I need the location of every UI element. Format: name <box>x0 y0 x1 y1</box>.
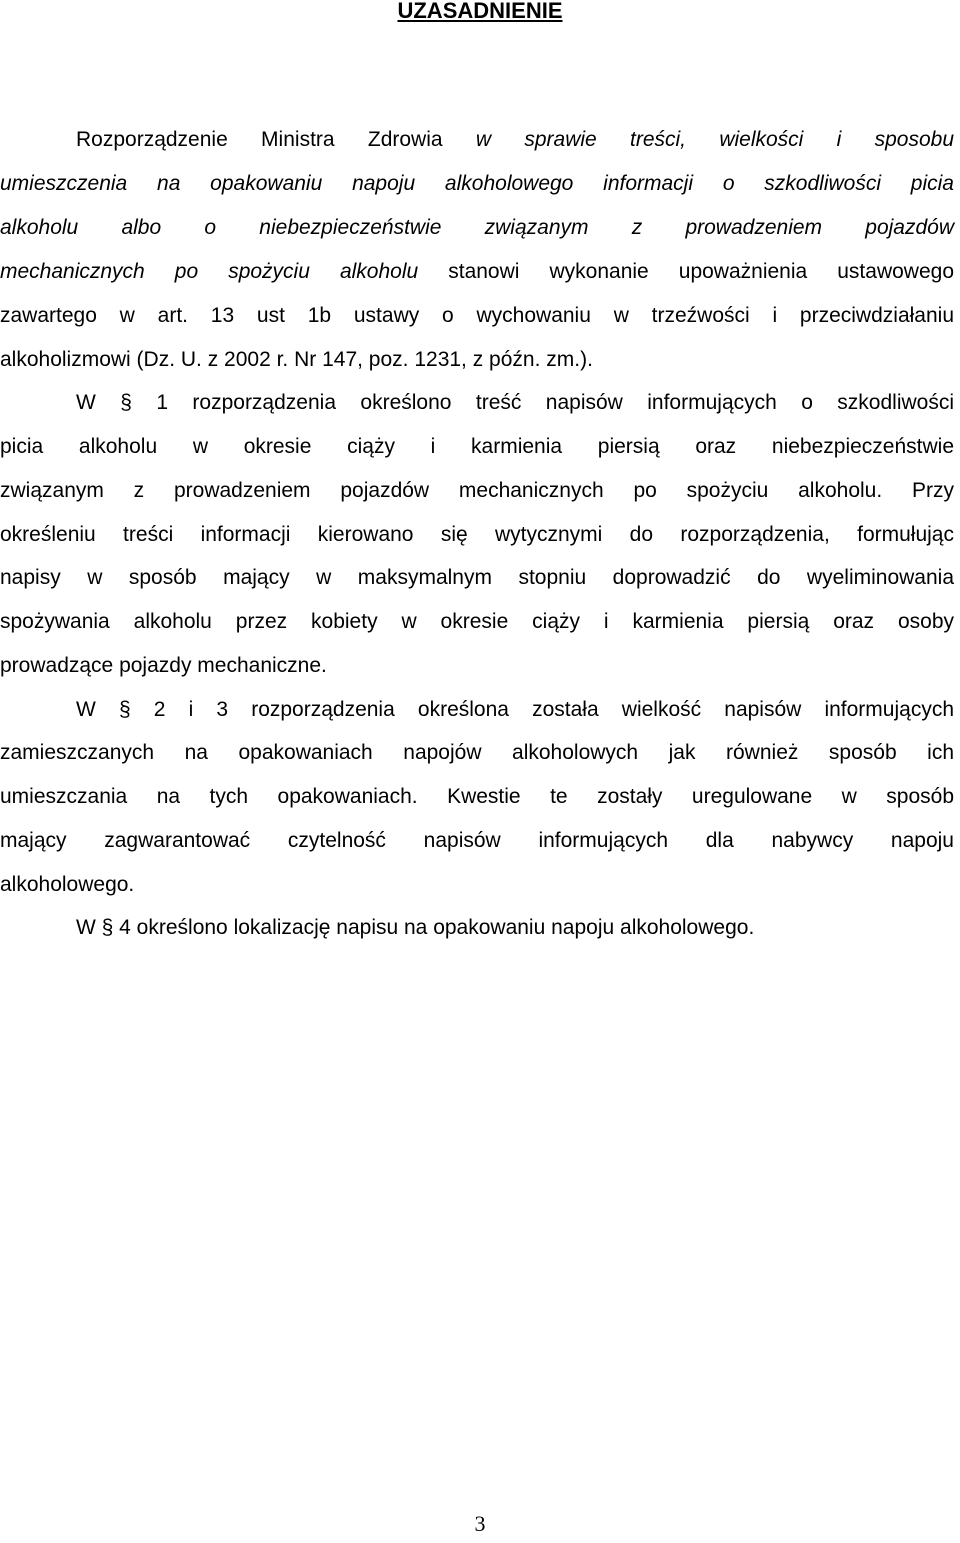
line-text: Rozporządzenie Ministra Zdrowia <box>76 128 476 151</box>
line-text: mający zagwarantować czytelność napisów informujących dla nabywcy napoju <box>0 829 954 852</box>
paragraph-2-line-1 <box>76 388 954 418</box>
line-text: alkoholowego. <box>0 873 135 896</box>
paragraph-3-line-4 <box>0 826 954 856</box>
line-text: umieszczania na tych opakowaniach. Kwestie te zostały uregulowane w sposób <box>0 785 954 808</box>
paragraph-1-line-4 <box>0 257 954 287</box>
paragraph-3-line-2 <box>0 738 954 768</box>
paragraph-2-line-6 <box>0 607 954 637</box>
line-text: alkoholizmowi (Dz. U. z 2002 r. Nr 147, poz. 1231, z późn. zm.). <box>0 348 593 371</box>
line-italic-text: umieszczenia na opakowaniu napoju alkoholowego informacji o szkodliwości picia <box>0 172 954 195</box>
line-text: W § 2 i 3 rozporządzenia określona została wielkość napisów informujących <box>76 698 954 721</box>
paragraph-3-line-3 <box>0 782 954 812</box>
paragraph-1-line-5 <box>0 301 954 331</box>
paragraph-4-line-1 <box>76 913 954 943</box>
line-italic-text: mechanicznych po spożyciu alkoholu <box>0 260 419 283</box>
line-text: określeniu treści informacji kierowano się wytycznymi do rozporządzenia, formułując <box>0 523 954 546</box>
paragraph-2-line-2 <box>0 432 954 462</box>
line-text: napisy w sposób mający w maksymalnym stopniu doprowadzić do wyeliminowania <box>0 566 954 589</box>
paragraph-3-line-5 <box>0 870 954 900</box>
paragraph-3-line-1 <box>76 695 954 725</box>
line-text: W § 4 określono lokalizację napisu na opakowaniu napoju alkoholowego. <box>76 916 755 939</box>
page-number: 3 <box>474 1511 486 1536</box>
line-italic-text: w sprawie treści, wielkości i sposobu <box>475 128 954 151</box>
paragraph-2-line-3 <box>0 476 954 506</box>
paragraph-1-line-2 <box>0 169 954 199</box>
line-text: W § 1 rozporządzenia określono treść napisów informujących o szkodliwości <box>76 391 954 414</box>
paragraph-1-line-1 <box>76 125 954 155</box>
line-text: zamieszczanych na opakowaniach napojów alkoholowych jak również sposób ich <box>0 741 954 764</box>
line-text: zawartego w art. 13 ust 1b ustawy o wychowaniu w trzeźwości i przeciwdziałaniu <box>0 304 954 327</box>
paragraph-2-line-7 <box>0 651 954 681</box>
paragraph-2-line-5 <box>0 563 954 593</box>
line-text: spożywania alkoholu przez kobiety w okresie ciąży i karmienia piersią oraz osoby <box>0 610 954 633</box>
line-text: związanym z prowadzeniem pojazdów mechanicznych po spożyciu alkoholu. Przy <box>0 479 954 502</box>
paragraph-1-line-3 <box>0 213 954 243</box>
line-text: picia alkoholu w okresie ciąży i karmienia piersią oraz niebezpieczeństwie <box>0 435 954 458</box>
line-text: prowadzące pojazdy mechaniczne. <box>0 654 327 677</box>
line-text: stanowi wykonanie upoważnienia ustawowego <box>418 260 954 283</box>
paragraph-2-line-4 <box>0 520 954 550</box>
paragraph-1-line-6 <box>0 345 954 375</box>
document-title: UZASADNIENIE <box>397 0 563 23</box>
line-italic-text: alkoholu albo o niebezpieczeństwie związanym z prowadzeniem pojazdów <box>0 216 954 239</box>
